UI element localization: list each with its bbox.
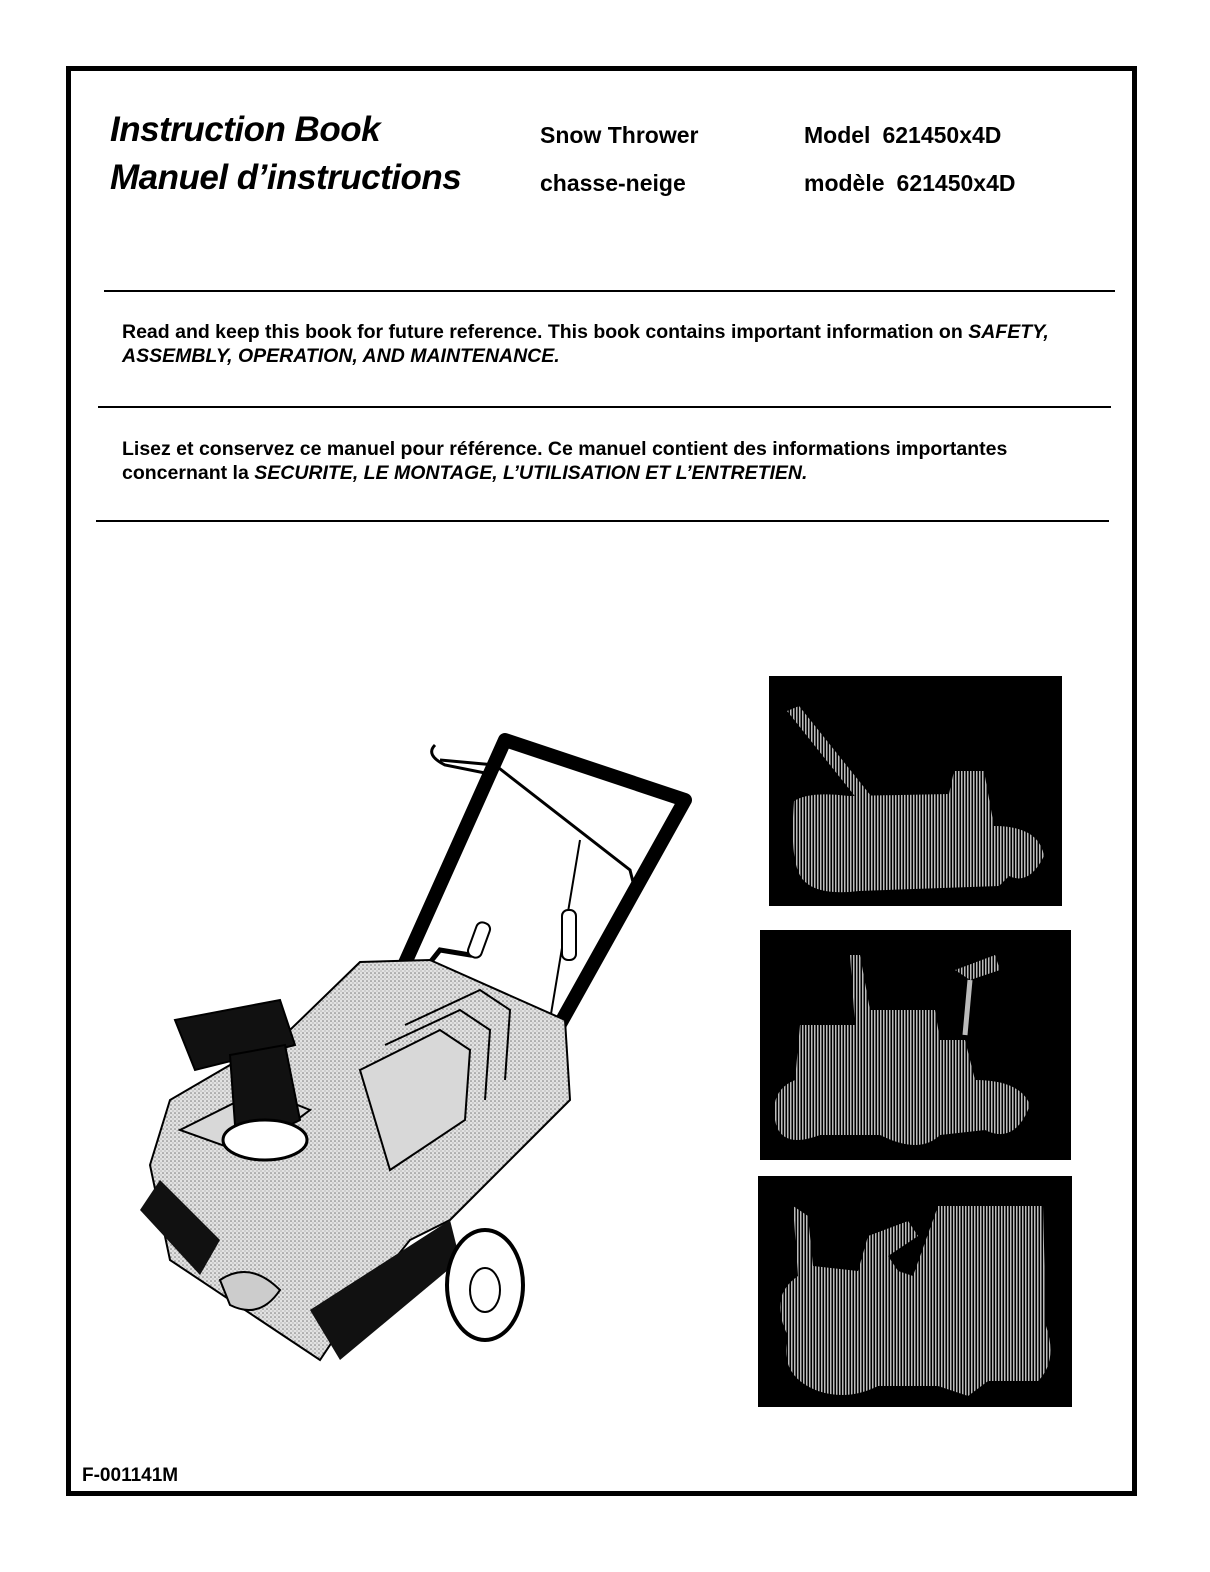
product-name-english: Snow Thrower [540, 122, 699, 148]
model-number-english: 621450x4D [882, 122, 1002, 148]
product-name-french: chasse-neige [540, 170, 686, 196]
model-label-french: modèle [804, 170, 885, 196]
notice-english [122, 320, 1082, 368]
model-number-french: 621450x4D [896, 170, 1016, 196]
model-label-english: Model [804, 122, 871, 148]
notice-french-emphasis: SECURITE, LE MONTAGE, L’UTILISATION ET L’ENTRETIEN. [254, 462, 808, 484]
garden-tractor-thumbnail [760, 930, 1071, 1160]
divider-top [104, 290, 1115, 292]
title-french: Manuel d’instructions [110, 158, 462, 197]
notice-english-text: Read and keep this book for future reference. This book contains important information on [122, 321, 969, 343]
divider-bottom [96, 520, 1109, 522]
form-code: F-001141M [82, 1465, 179, 1486]
snow-thrower-illustration [110, 700, 710, 1400]
notice-english-emphasis: SAFETY, ASSEMBLY, OPERATION, AND MAINTENANCE. [122, 321, 1049, 367]
lawn-mower-thumbnail [769, 676, 1062, 906]
title-english: Instruction Book [110, 110, 381, 149]
model-french [804, 170, 1015, 197]
divider-middle [98, 406, 1111, 408]
model-english [804, 122, 1001, 149]
notice-french-text: Lisez et conservez ce manuel pour référence. Ce manuel contient des informations importantes concernant la [122, 438, 1008, 484]
notice-french [122, 437, 1082, 485]
tiller-thumbnail [758, 1176, 1072, 1407]
